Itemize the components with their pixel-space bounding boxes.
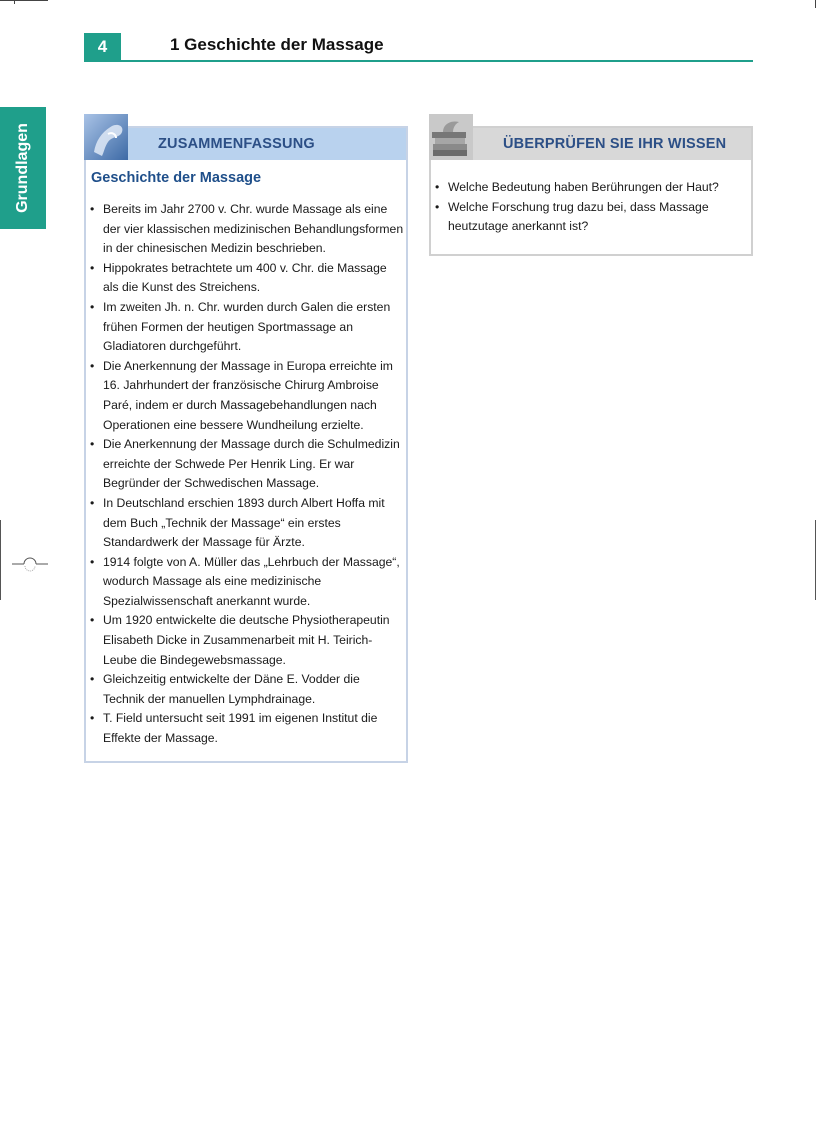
quiz-box-title: ÜBERPRÜFEN SIE IHR WISSEN bbox=[503, 136, 727, 152]
chapter-title: 1 Geschichte der Massage bbox=[170, 35, 384, 54]
list-item: • Welche Bedeutung haben Berührungen der Haut? bbox=[435, 180, 719, 194]
quiz-box bbox=[429, 126, 753, 256]
summary-subtitle: Geschichte der Massage bbox=[91, 170, 262, 186]
list-item: • Um 1920 entwickelte die deutsche Physiotherapeutin Elisabeth Dicke in Zusammenarbeit mit H. Teirich-Leube die Bindegewebsmassage. bbox=[90, 613, 390, 667]
list-item: • Die Anerkennung der Massage durch die Schulmedizin erreichte der Schwede Per Henrik Ling. Er war Begründer der Schwedischen Massage. bbox=[90, 437, 400, 491]
header-rule bbox=[84, 60, 753, 62]
list-item: • T. Field untersucht seit 1991 im eigenen Institut die Effekte der Massage. bbox=[90, 711, 378, 746]
page-number: 4 bbox=[84, 33, 121, 61]
registration-mark-icon bbox=[12, 552, 48, 576]
summary-list bbox=[88, 200, 404, 749]
side-tab-label: Grundlagen bbox=[14, 123, 31, 213]
list-item: • Welche Forschung trug dazu bei, dass Massage heutzutage anerkannt ist? bbox=[435, 199, 709, 234]
quiz-list bbox=[433, 178, 749, 237]
list-item: • Bereits im Jahr 2700 v. Chr. wurde Massage als eine der vier klassischen medizinischen Behandlungsformen in der chinesischen Medizin beschrieben. bbox=[90, 202, 404, 256]
crop-mark-top bbox=[0, 0, 48, 1]
side-tab bbox=[0, 107, 46, 229]
list-item: • Gleichzeitig entwickelte der Däne E. Vodder die Technik der manuellen Lymphdrainage. bbox=[90, 672, 360, 706]
summary-box bbox=[84, 126, 408, 763]
hand-icon bbox=[84, 112, 130, 160]
books-icon bbox=[429, 114, 475, 160]
list-item: • Im zweiten Jh. n. Chr. wurden durch Galen die ersten frühen Formen der heutigen Sportmassage an Gladiatoren durchgeführt. bbox=[90, 299, 391, 354]
list-item: • In Deutschland erschien 1893 durch Albert Hoffa mit dem Buch „Technik der Massage“ ein erstes Standardwerk der Massage für Ärzte. bbox=[90, 495, 385, 550]
summary-box-title: ZUSAMMENFASSUNG bbox=[158, 136, 315, 152]
list-item: • Die Anerkennung der Massage in Europa erreichte im 16. Jahrhundert der französische Chirurg Ambroise Paré, indem er durch Massagebehandlungen nach Operationen eine bessere Wundheilung erzielte. bbox=[90, 358, 393, 432]
list-item: • Hippokrates betrachtete um 400 v. Chr. die Massage als die Kunst des Streichens. bbox=[90, 260, 387, 295]
crop-mark-top-tick bbox=[14, 0, 15, 4]
quiz-box-header bbox=[431, 128, 751, 160]
list-item: • 1914 folgte von A. Müller das „Lehrbuch der Massage“, wodurch Massage als eine medizinische Spezialwissenschaft anerkannt wurde. bbox=[90, 554, 400, 608]
crop-mark-left bbox=[0, 520, 1, 600]
summary-box-header bbox=[86, 128, 406, 160]
